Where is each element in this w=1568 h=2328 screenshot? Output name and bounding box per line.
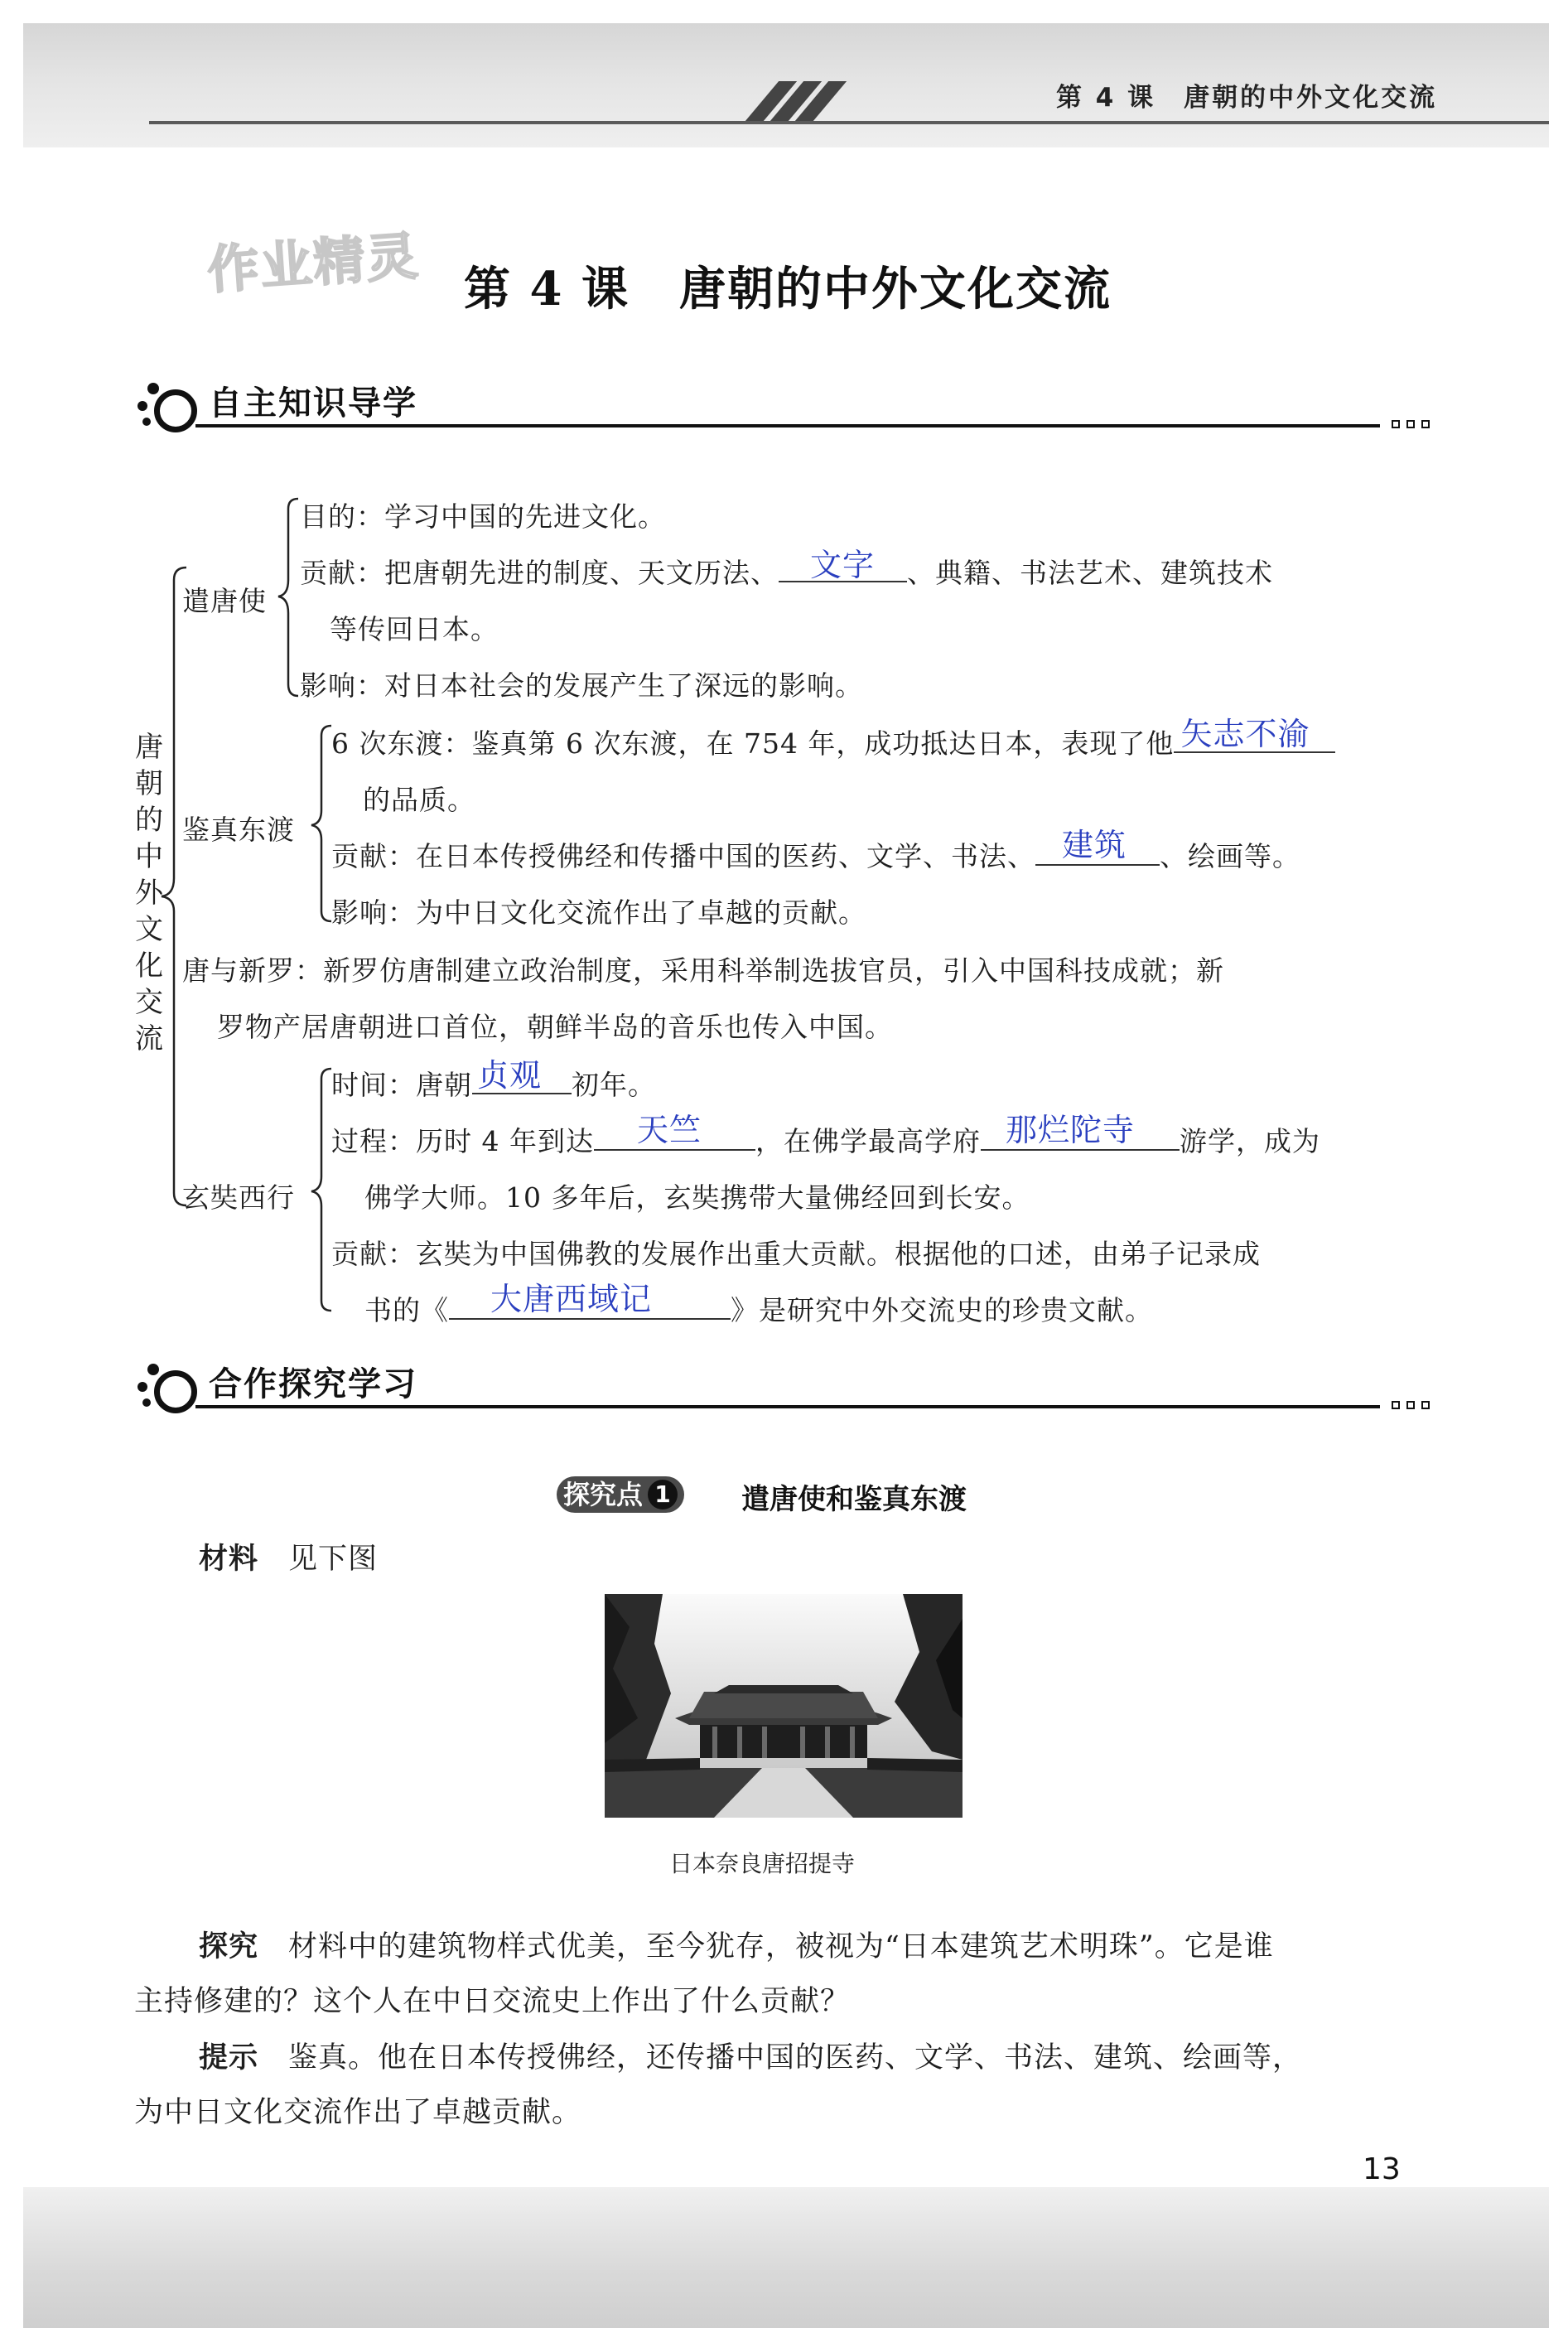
ring-icon: [154, 1370, 197, 1413]
section-title: 合作探究学习: [209, 1365, 417, 1403]
inquiry-title: 遣唐使和鉴真东渡: [741, 1483, 967, 1516]
hint-text-1: 鉴真。他在日本传授佛经，还传播中国的医药、文学、书法、建筑、绘画等，: [288, 2041, 1303, 2074]
answer-blank: [449, 1281, 731, 1320]
material-label: 材料: [199, 1543, 259, 1576]
lesson-title-no: 第 4 课: [464, 262, 630, 316]
hint-label: 提示: [199, 2041, 259, 2074]
answer-blank: [472, 1057, 572, 1094]
envoys-contribution: [300, 547, 1273, 591]
temple-photo: [605, 1594, 963, 1818]
xuanzang-contribution-suffix: 》是研究中外交流史的珍贵文献。: [731, 1294, 1153, 1326]
answer-text: 建筑: [1062, 827, 1127, 863]
jianzhen-contribution-prefix: 贡献：在日本传授佛经和传播中国的医药、文学、书法、: [331, 840, 1035, 872]
outline-root-label: 唐朝的中外文化交流: [135, 731, 163, 1055]
answer-blank: [981, 1112, 1180, 1151]
answer-blank: [1035, 827, 1160, 866]
silla-line-1: 唐与新罗：新罗仿唐制建立政治制度，采用科举制选拔官员，引入中国科技成就；新: [182, 954, 1224, 987]
square-icon: [1421, 1401, 1430, 1409]
jianzhen-voyage-prefix: 6 次东渡：鉴真第 6 次东渡，在 754 年，成功抵达日本，表现了他: [331, 727, 1175, 760]
envoys-contribution-prefix: 贡献：把唐朝先进的制度、天文历法、: [300, 557, 779, 589]
answer-blank: [779, 547, 907, 583]
inquiry-badge-number: 1: [648, 1480, 678, 1509]
xuanzang-process-middle: ，在佛学最高学府: [755, 1125, 981, 1157]
xuanzang-label: 玄奘西行: [182, 1181, 295, 1214]
xuanzang-process: [331, 1112, 1320, 1159]
xuanzang-contribution-line-1: 贡献：玄奘为中国佛教的发展作出重大贡献。根据他的口述，由弟子记录成: [331, 1238, 1261, 1270]
answer-blank: [1174, 716, 1335, 753]
running-head-lesson-no: 第 4 课: [1056, 83, 1156, 113]
question-line-1: [199, 1924, 1274, 1965]
jianzhen-contribution-suffix: 、绘画等。: [1160, 840, 1300, 872]
material-text: 见下图: [288, 1543, 379, 1576]
answer-text: 大唐西域记: [490, 1281, 653, 1317]
answer-text: 矢志不渝: [1180, 716, 1310, 752]
envoys-impact: 影响：对日本社会的发展产生了深远的影响。: [300, 669, 863, 702]
inquiry-badge-label: 探究点: [563, 1479, 644, 1510]
square-icon: [1392, 1401, 1400, 1409]
envoys-label: 遣唐使: [182, 585, 267, 617]
answer-text: 天竺: [636, 1112, 702, 1148]
jianzhen-impact: 影响：为中日文化交流作出了卓越的贡献。: [331, 896, 866, 929]
xuanzang-contribution-line-2: [364, 1281, 1153, 1328]
dot-icon: [142, 1398, 151, 1407]
xuanzang-time-prefix: 时间：唐朝: [331, 1069, 472, 1101]
xuanzang-process-cont: 佛学大师。10 多年后，玄奘携带大量佛经回到长安。: [364, 1181, 1030, 1214]
material-line: [199, 1536, 378, 1577]
dot-icon: [138, 1382, 147, 1392]
question-label: 探究: [199, 1930, 259, 1963]
answer-text: 贞观: [477, 1057, 543, 1094]
square-icon: [1406, 1401, 1415, 1409]
xuanzang-time: [331, 1057, 656, 1103]
jianzhen-voyage-cont: 的品质。: [363, 784, 475, 816]
silla-line-2: 罗物产居唐朝进口首位，朝鲜半岛的音乐也传入中国。: [217, 1011, 893, 1043]
section-title: 自主知识导学: [209, 384, 417, 423]
photo-caption: 日本奈良唐招提寺: [669, 1850, 856, 1877]
hint-line-2: 为中日文化交流作出了卓越贡献。: [134, 2096, 582, 2129]
lesson-title-text: 唐朝的中外文化交流: [678, 262, 1112, 316]
answer-text: 文字: [810, 547, 876, 583]
answer-text: 那烂陀寺: [1005, 1112, 1135, 1148]
inquiry-badge: [557, 1476, 684, 1513]
xuanzang-process-prefix: 过程：历时 4 年到达: [331, 1125, 594, 1157]
jianzhen-voyage: [331, 716, 1335, 761]
dot-icon: [147, 1364, 159, 1375]
question-text-1: 材料中的建筑物样式优美，至今犹存，被视为“日本建筑艺术明珠”。它是谁: [288, 1930, 1274, 1963]
jianzhen-label: 鉴真东渡: [182, 814, 295, 846]
envoys-contribution-suffix: 、典籍、书法艺术、建筑技术: [907, 557, 1273, 589]
envoys-purpose: 目的：学习中国的先进文化。: [300, 500, 666, 533]
xuanzang-contribution-prefix: 书的《: [364, 1294, 449, 1326]
question-line-2: 主持修建的？这个人在中日交流史上作出了什么贡献？: [134, 1985, 851, 2018]
watermark: 作业精灵: [205, 225, 422, 301]
section-rule: [195, 1405, 1380, 1408]
envoys-contribution-cont: 等传回日本。: [330, 613, 499, 645]
jianzhen-contribution: [331, 827, 1300, 874]
xuanzang-process-suffix: 游学，成为: [1179, 1125, 1320, 1157]
page-number: 13: [1363, 2152, 1401, 2186]
footer-band: [23, 2187, 1549, 2328]
xuanzang-time-suffix: 初年。: [572, 1069, 656, 1101]
answer-blank: [594, 1112, 755, 1151]
running-head-title: 唐朝的中外文化交流: [1184, 83, 1438, 113]
hint-line-1: [199, 2035, 1302, 2076]
